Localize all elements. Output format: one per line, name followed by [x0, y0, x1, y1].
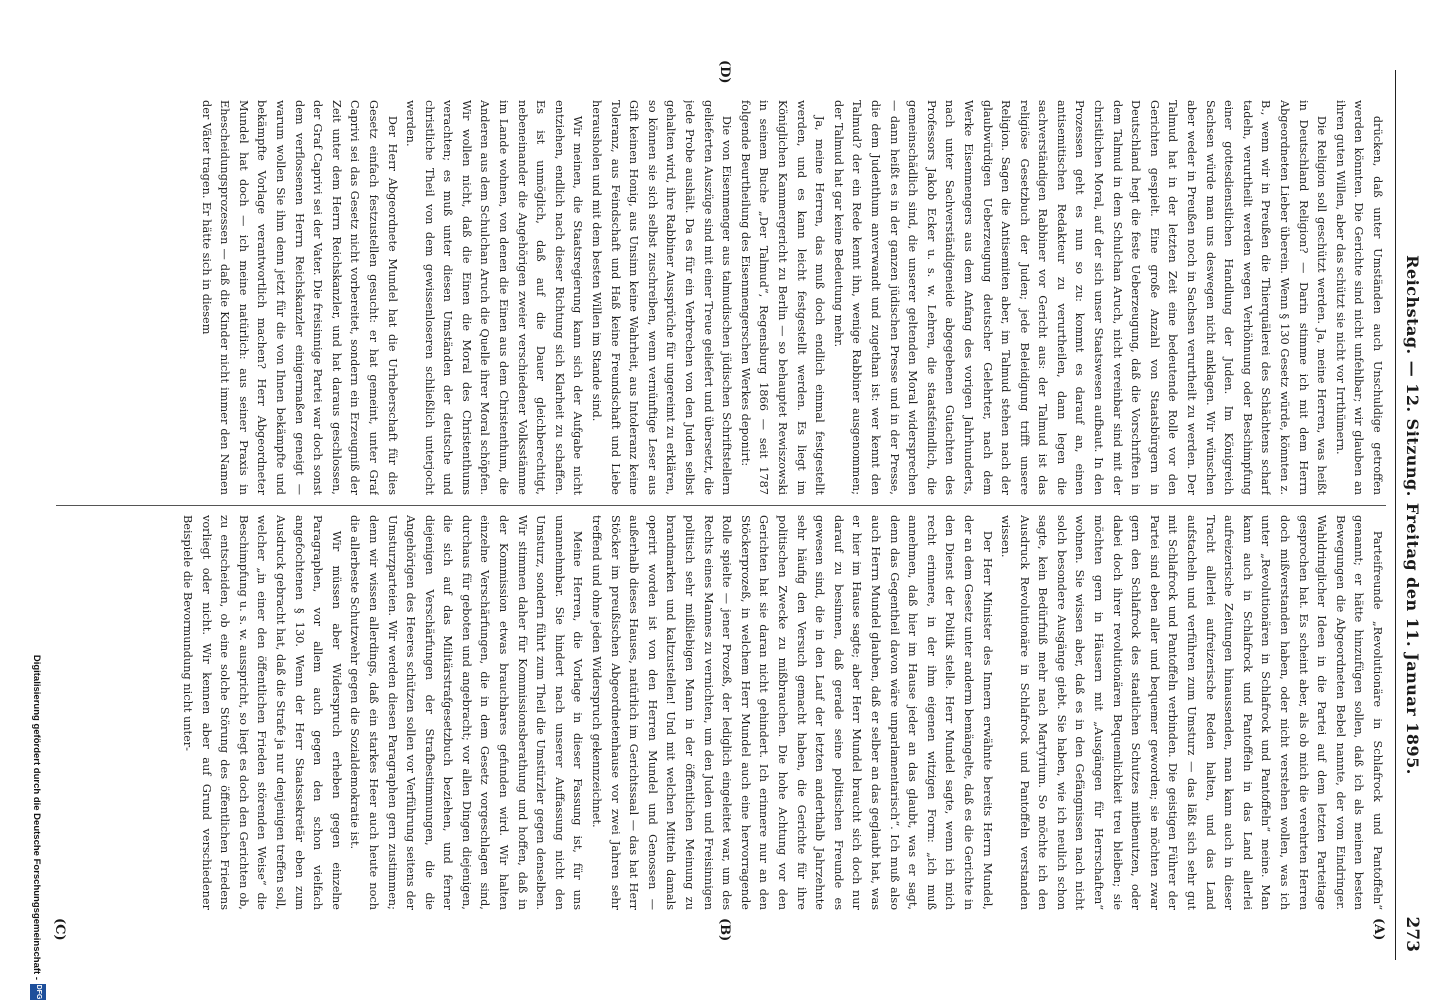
- paragraph: Die von Eisenmenger aus talmudischen jüdischen Schriftstellern gelieferten Auszüge sind mit einer Treue geliefert und übersetzt, die jede Probe aushält. Da es für ein Verbrechen von den Juden selbst gehalten wird, ihre Rabbiner Aussprüche für ungereimt zu erklären, so können sie sich selbst zuschreiben, wenn vernünftige Leser aus Gift keinen Honig, aus Unsinn keine Wahrheit, aus Intoleranz keine Toleranz, aus Feindschaft und Haß keine Freundschaft und Liebe herausholen und mit dem besten Willen im Stande sind.: [590, 100, 734, 495]
- paragraph: Ja, meine Herren, das muß doch endlich einmal festgestellt werden, und es kann leicht festgestellt werden. Es liegt im Königlichen Kammergericht zu Berlin — so behauptet Rewiszowski in seinem Buche „Der Talmud“, Regensburg 1866 — seit 1787 folgende Beurtheilung des Eisenmengerschen Werkes deponirt:: [738, 100, 827, 495]
- paragraph: Die Religion soll geschützt werden. Ja, meine Herren, was heißt in Deutschland Religion? — Darin stimme ich mit dem Herrn Abgeordneten Lieber überein. Wenn § 130 Gesetz würde, könnten z. B., wenn wir in Preußen die Thierquälerei des Schächtens scharf tadeln, verurtheilt werden wegen Verhöhnung oder Beschimpfung einer gottesdienstlichen Handlung der Juden. Im Königreich Sachsen würde man uns deswegen nicht anklagen. Wir wünschen aber weder in Preußen noch in Sachsen verurtheilt zu werden. Der Talmud hat in der letzten Zeit eine bedeutende Rolle vor den Gerichten gespielt. Eine große Anzahl von Staatsbürgern in Deutschland hegt die feste Ueberzeugung, daß die Vorschriften in dem Talmud in dem Schulchan Aruch, nicht vereinbar sind mit der christlichen Moral, auf der sich unser Staatswesen aufbaut. In den Prozessen geht es nun so zu: kommt es darauf an, einen antisemitischen Redakteur zu verurtheilen, dann legen die sachverständigen Rabbiner vor Gericht aus: der Talmud ist das religiöse Gesetzbuch der Juden; jede Beleidigung trifft unsere Religion. Sagen die Antisemiten aber, im Talmud stehen nach der glaubwürdigen Ueberzeugung deutscher Gelehrter, nach dem Werke Eisenmengers aus dem Anfang des vorigen Jahrhunderts, nach unter Sachverständigeneide abgegebenen Gutachten des Professors Jakob Ecker u. s. w. Lehren, die staatsfeindlich, die gemeinschädlich sind, die unserer geltenden Moral widersprechen — dann heißt es in der ganzen jüdischen Presse und in der Presse, die dem Judenthum anverwandt und zugethan ist: wer kennt den Talmud? der ein Rede kennt ihn, wenige Rabbiner ausgenommen; der Talmud hat gar keine Bedeutung mehr.: [831, 100, 1329, 495]
- paragraph: Wir müssen aber Widerspruch erheben gegen einzelne Paragraphen, vor allem auch gegen den schon vielfach angefochtenen § 130. Wenn der Herr Staatssekretär eben zum Ausdruck gebracht hat, daß die Strafe ja nur denjenigen treffen soll, welcher „in einer den öffentlichen Frieden störenden Weise“ die Beschimpfung u. s. w. ausspricht, so liegt es doch den Gerichten ob, zu entscheiden, ob eine solche Störung des öffentlichen Friedens vorliegt oder nicht. Wir kennen aber auf Grund verschiedener Beispiele die Bevormundung nicht unter-: [181, 515, 343, 910]
- column-divider: [56, 505, 1386, 506]
- paragraph: Meine Herren, die Vorlage in dieser Fassung ist, für uns unannehmbar. Sie hindert nach unserer Auffassung nicht den Umsturz, sondern führt zum Theil die Umstürzler gegen denselben. Wir stimmen daher für Kommissionsberathung und hoffen, daß in der Kommission etwas brauchbares gefunden wird. Wir halten einzelne Verschärfungen, die in dem Gesetz vorgeschlagen sind, durchaus für geboten und angebracht; vor allen Dingen diejenigen, die sich auf das Militärstrafgesetzbuch beziehen, und ferner diejenigen Verschärfungen der Strafbestimmungen, die die Angehörigen des Heeres schützen sollen vor Verführung seitens der Umsturzparteien. Wir werden diesen Paragraphen gern zustimmen; denn wir wissen allerdings, daß ein starkes Heer auch heute noch die allerbeste Schutzwehr gegen die Sozialdemokratie ist.: [348, 515, 585, 910]
- running-head: Reichstag. — 12. Sitzung. Freitag den 11. Januar 1895.: [1403, 255, 1422, 775]
- margin-mark-d: (D): [717, 60, 732, 84]
- text-column-left: [56, 515, 1386, 910]
- paragraph: Der Herr Minister des Innern erwähnte bereits Herrn Mundel, der an dem Gesetz unter anderm bemängelte, daß es die Gerichte in den Dienst der Politik stelle. Herr Mundel sagte, wenn ich mich recht erinnere, in der ihm eigenen witzigen Form: „ich muß annehmen, daß hier im Hause jeder an das glaubt, was er sagt, denn das Gegentheil davon wäre unparlamentarisch“. Ich muß also auch Herrn Mundel glauben, daß er selber an das geglaubt hat, was er hier im Hause sagte; aber Herr Mundel braucht sich doch nur darauf zu besinnen, daß gerade seine politischen Freunde es gewesen sind, die in den Lauf der letzten anderthalb Jahrzehnte sehr häufig den Versuch gemacht haben, die Gerichte für ihre politischen Zwecke zu mißbrauchen. Die hohe Achtung vor den Gerichten hat sie daran nicht gehindert. Ich erinnere nur an den Stöckerprozeß, in welchem Herr Mundel auch eine hervorragende Rolle spielte — jener Prozeß, der lediglich eingeleitet war, um des Rechts eines Mannes zu vernichten, um den Juden und Freisinnigen politisch sehr mißliebigen Mann in der öffentlichen Meinung zu brandmarken und kaltzustellen! Und mit welchen Mitteln damals operirt worden ist von den Herren Mundel und Genossen — außerhalb dieses Hauses, natürlich im Gerichtssaal — das hat Herr Stöcker im preußischen Abgeordnetenhause vor zwei Jahren sehr treffend und ohne jeden Widerspruch gekennzeichnet.: [590, 515, 994, 910]
- text-column-right: [56, 100, 1386, 495]
- paragraph: Wir meinen, die Staatsregierung kann sich der Aufgabe nicht entziehen, endlich nach dieser Richtung sich Klarheit zu schaffen. Es ist unmöglich, daß auf die Dauer gleichberechtigt, nebeneinander die Angehörigen zweier verschiedener Volksstämme im Lande wohnen, von denen die Einen aus dem Christenthum, die Anderen aus dem Schulchan Aruch die Quelle ihrer Moral schöpfen. Wir wollen nicht, daß die Einen die Moral des Christenthums verachten; es muß unter diesen Umständen der deutsche und christliche Theil von dem gewissenloseren schließlich unterjocht werden.: [404, 100, 585, 495]
- paragraph: drücken, daß unter Umständen auch Unschuldige getroffen werden könnten. Die Gerichte sind nicht unfehlbar; wir glauben an ihren guten Willen, aber das schützt sie nicht vor Irrthümern.: [1333, 100, 1384, 495]
- margin-mark-c: (C): [52, 918, 67, 941]
- margin-mark-a: (A): [1371, 918, 1386, 941]
- page-footer: [16, 0, 52, 1000]
- page-number: 273: [1402, 916, 1422, 952]
- paragraph: Der Herr Abgeordnete Mundel hat die Urheberschaft für dies Gesetz einfach festzustellen gesucht: er hat gemeint, unter Graf Caprivi sei das Gesetz nicht vorbereitet, sondern ein Erzeugniß der Zeit unter dem Herrn Reichskanzler, und hat daraus geschlossen, der Graf Caprivi sei der Vater. Die freisinnige Partei war doch sonst dem verflossenen Herrn Reichskanzler einigermaßen geneigt — warum wollen Sie ihm denn jetzt für die von Ihnen bekämpfte und bekämpfte Vorlage verantwortlich machen? Herr Abgeordneter Mundel hat doch — ich meine natürlich: aus seiner Praxis in Ehescheidungsprozessen — daß die Kinder nicht immer den Namen der Väter tragen. Er hätte sich in diesem: [199, 100, 399, 495]
- dfg-logo-icon: DFG: [30, 984, 46, 1000]
- margin-mark-b: (B): [717, 918, 732, 942]
- paragraph: Parteifreunde „Revolutionäre in Schlafrock und Pantoffeln“ genannt; er hätte hinzufügen sollen, daß ich als meinen besten Bewegungen die Abgeordneten Bebel nannte, der vom Eindringer. Wahldringlicher Ideen in die Partei auf dem letzten Parteitage gesprochen hat. Es scheint aber, als ob mich die verehrten Herren doch mißverstanden haben, oder nicht verstehen wollen, was ich unter „Revolutionären in Schlafrock und Pantoffeln“ meine. Man kann auch in Schlafrock und Pantoffeln in das Land allerlei aufreizerische Zeitungen hinaussenden, man kann auch in dieser Tracht allerlei aufreizerische Reden halten, und das Land aufstacheln und verführen zum Umsturz — das läßt sich sehr gut mit Schlafrock und Pantoffeln verbinden. Die geistigen Führer der Partei sind eben aller und bequemer geworden; sie möchten zwar gern den Schlafrock des staatlichen Schutzes mitbenutzen, oder dabei doch ihrer revolutionären Bequemlichkeit treu bleiben; sie möchten gern in Häusern mit „Ausgängen für Herrschaften“ wohnen. Sie wissen aber, daß es in den Gefängnissen nach nicht solch besondere Ausgänge giebt. Sie haben, wie ich neulich schon sagte, kein Bedürfniß mehr nach Martyrium. So möchte ich den Ausdruck Revolutionäre in Schlafrock und Pantoffeln verstanden wissen.: [999, 515, 1384, 910]
- dfg-credit: Digitalisierung gefördert durch die Deutsche Forschungsgemeinschaft -: [31, 654, 42, 980]
- page-header: [1395, 70, 1426, 960]
